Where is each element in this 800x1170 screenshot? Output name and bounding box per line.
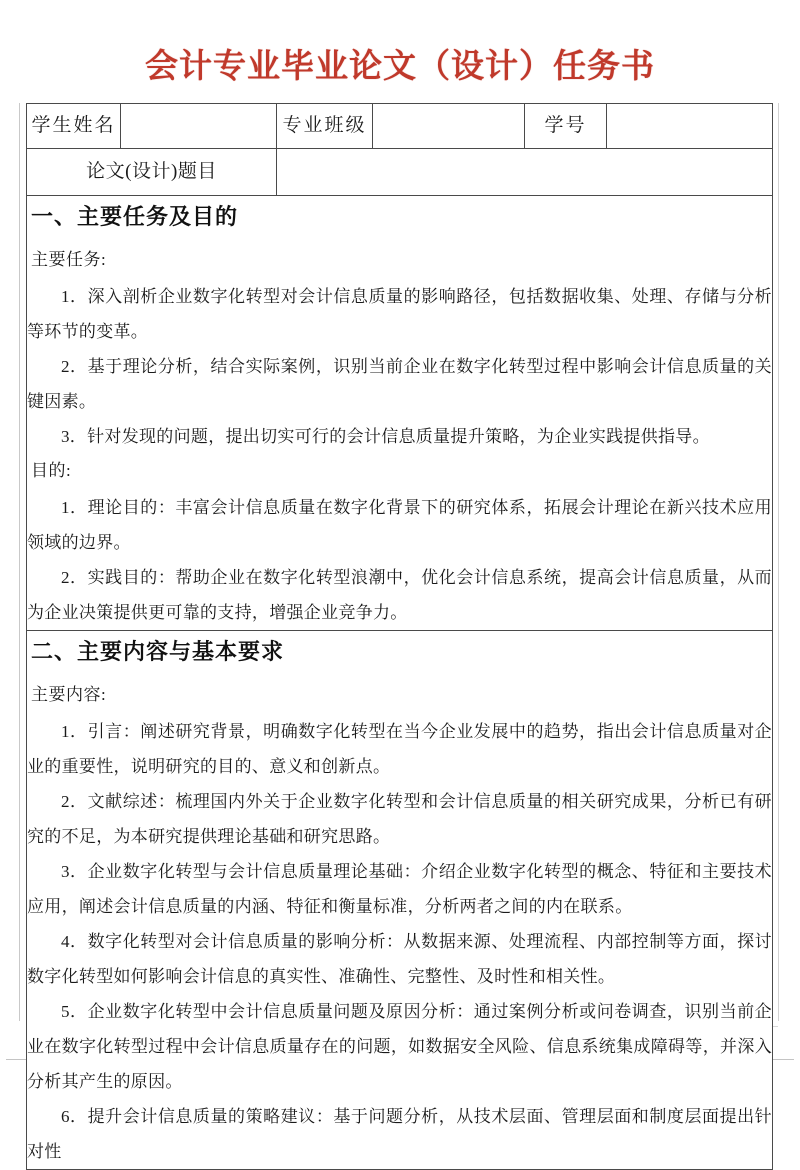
student-id-label: 学号 [525,104,607,149]
page-edge-line-left [19,103,20,1021]
section-1-group-1-item-3: 3．针对发现的问题，提出切实可行的会计信息质量提升策略，为企业实践提供指导。 [61,427,710,446]
section-2-heading: 二、主要内容与基本要求 [31,639,285,664]
section-1-group-1-item-2: 2．基于理论分析，结合实际案例，识别当前企业在数字化转型过程中影响会计信息质量的关键因素。 [27,357,772,411]
section-1-group-2-item-2: 2．实践目的：帮助企业在数字化转型浪潮中，优化会计信息系统，提高会计信息质量，从而为企业决策提供更可靠的支持，增强企业竞争力。 [27,568,772,622]
table-row-thesis-title [27,149,773,196]
section-2-group-1-item-5: 5．企业数字化转型中会计信息质量问题及原因分析：通过案例分析或问卷调查，识别当前企业在数字化转型过程中会计信息质量存在的问题，如数据安全风险、信息系统集成障碍等，并深入分析其产生的原因。 [27,1002,772,1091]
page-title: 会计专业毕业论文（设计）任务书 [145,47,655,84]
table-row-section-1 [27,196,773,631]
task-book-table [26,103,773,1170]
student-name-label: 学生姓名 [27,104,121,149]
section-1-cell [27,196,773,631]
student-id-field[interactable] [607,104,773,149]
page-edge-line-right [778,103,779,1021]
section-1-group-1-item-1: 1．深入剖析企业数字化转型对会计信息质量的影响路径，包括数据收集、处理、存储与分析等环节的变革。 [27,287,772,341]
section-1-group-2-label: 目的: [31,461,72,480]
section-2-group-1-item-2: 2．文献综述：梳理国内外关于企业数字化转型和会计信息质量的相关研究成果，分析已有研究的不足，为本研究提供理论基础和研究思路。 [27,792,772,846]
major-class-field[interactable] [373,104,525,149]
section-2-group-1-label: 主要内容: [31,685,107,704]
major-class-label: 专业班级 [277,104,373,149]
thesis-title-field[interactable] [277,149,773,196]
table-row-section-2 [27,631,773,1170]
section-1-group-2-item-1: 1．理论目的：丰富会计信息质量在数字化背景下的研究体系，拓展会计理论在新兴技术应用领域的边界。 [27,498,772,552]
section-2-group-1-item-6: 6．提升会计信息质量的策略建议：基于问题分析，从技术层面、管理层面和制度层面提出针对性 [27,1107,772,1161]
section-2-group-1-item-4: 4．数字化转型对会计信息质量的影响分析：从数据来源、处理流程、内部控制等方面，探讨数字化转型如何影响会计信息的真实性、准确性、完整性、及时性和相关性。 [27,932,772,986]
section-2-cell [27,631,773,1170]
table-row-student-info [27,104,773,149]
section-1-group-1-label: 主要任务: [31,250,107,269]
section-2-group-1-item-3: 3．企业数字化转型与会计信息质量理论基础：介绍企业数字化转型的概念、特征和主要技术应用，阐述会计信息质量的内涵、特征和衡量标准，分析两者之间的内在联系。 [27,862,772,916]
thesis-title-label: 论文(设计)题目 [27,149,277,196]
section-2-group-1-item-1: 1．引言：阐述研究背景，明确数字化转型在当今企业发展中的趋势，指出会计信息质量对企业的重要性，说明研究的目的、意义和创新点。 [27,722,772,776]
student-name-field[interactable] [121,104,277,149]
section-1-heading: 一、主要任务及目的 [31,204,239,229]
